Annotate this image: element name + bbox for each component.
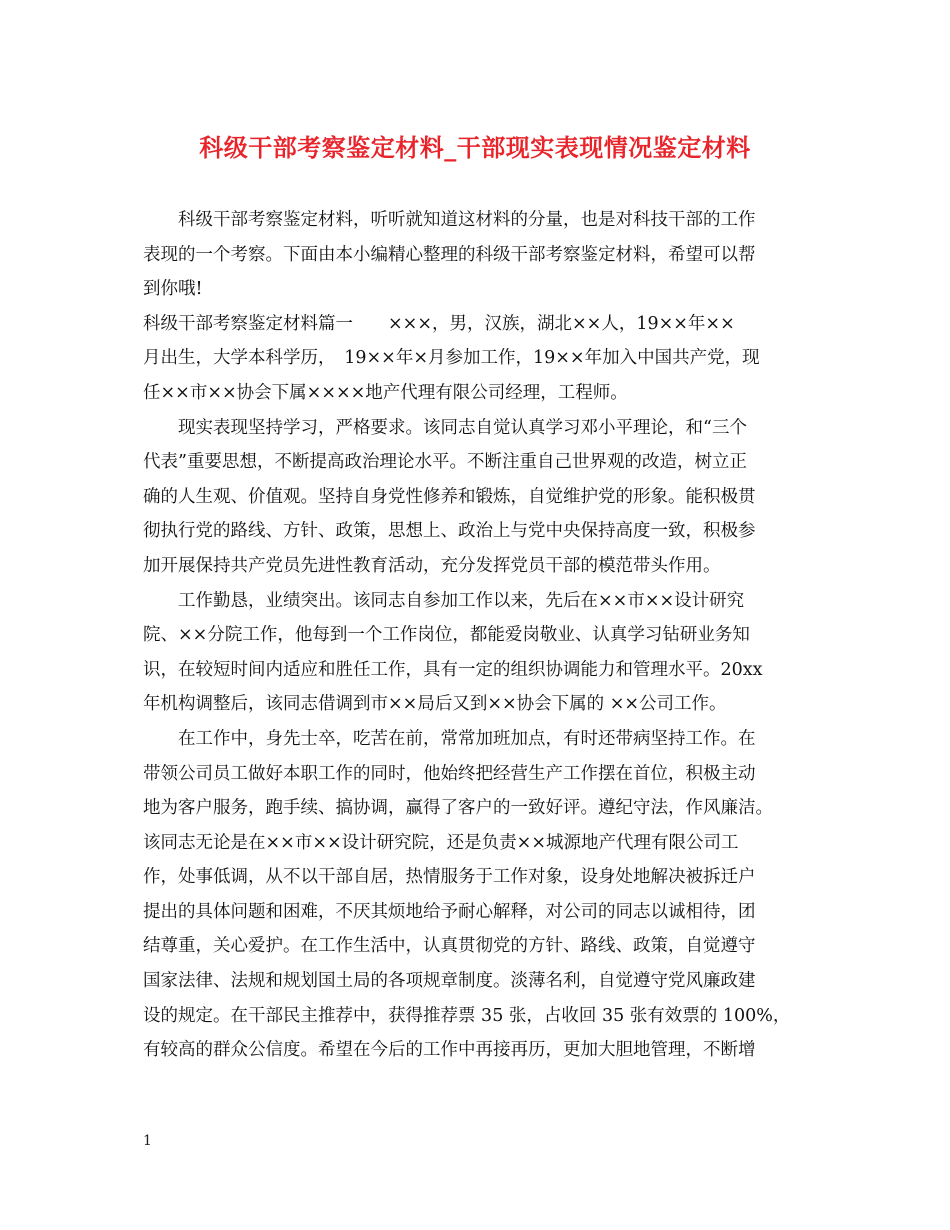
body-line: 提出的具体问题和困难，不厌其烦地给予耐心解释，对公司的同志以诚相待，团 — [143, 901, 756, 922]
body-line: 设的规定。在干部民主推荐中，获得推荐票 35 张，占收回 35 张有效票的 100%， — [143, 1005, 791, 1026]
document-body — [143, 203, 833, 1068]
body-line: 识，在较短时间内适应和胜任工作，具有一定的组织协调能力和管理水平。20xx — [143, 659, 763, 680]
body-line: 现实表现坚持学习，严格要求。该同志自觉认真学习邓小平理论，和“三个 — [143, 417, 747, 438]
body-line: 在工作中，身先士卒，吃苦在前，常常加班加点，有时还带病坚持工作。在 — [143, 728, 756, 749]
body-line: 月出生，大学本科学历， 19××年×月参加工作，19××年加入中国共产党，现 — [143, 348, 760, 369]
body-line: 地为客户服务，跑手续、搞协调，赢得了客户的一致好评。遵纪守法，作风廉洁。 — [143, 798, 773, 819]
body-line: 院、××分院工作，他每到一个工作岗位，都能爱岗敬业、认真学习钻研业务知 — [143, 625, 750, 646]
body-line: 到你哦! — [143, 279, 203, 300]
body-line: 科级干部考察鉴定材料，听听就知道这材料的分量，也是对科技干部的工作 — [143, 210, 756, 230]
body-line: 年机构调整后，该同志借调到市××局后又到××协会下属的 ××公司工作。 — [143, 694, 727, 715]
body-line: 国家法律、法规和规划国土局的各项规章制度。淡薄名利，自觉遵守党风廉政建 — [143, 971, 756, 992]
body-line: 确的人生观、价值观。坚持自身党性修养和锻炼，自觉维护党的形象。能积极贯 — [143, 486, 756, 507]
body-line: 带领公司员工做好本职工作的同时，他始终把经营生产工作摆在首位，积极主动 — [143, 763, 756, 784]
body-line: 该同志无论是在××市××设计研究院，还是负责××城源地产代理有限公司工 — [143, 832, 739, 853]
body-line: 作，处事低调，从不以干部自居，热情服务于工作对象，设身处地解决被拆迁户 — [143, 867, 756, 888]
body-line: 代表”重要思想，不断提高政治理论水平。不断注重自己世界观的改造，树立正 — [143, 452, 747, 473]
body-line: 结尊重，关心爱护。在工作生活中，认真贯彻党的方针、路线、政策，自觉遵守 — [143, 936, 756, 957]
body-line: 科级干部考察鉴定材料篇一 ×××，男，汉族，湖北××人，19××年×× — [143, 313, 735, 334]
body-line: 彻执行党的路线、方针、政策，思想上、政治上与党中央保持高度一致，积极参 — [143, 521, 756, 542]
body-line: 工作勤恳，业绩突出。该同志自参加工作以来，先后在××市××设计研究 — [143, 590, 745, 611]
body-line: 表现的一个考察。下面由本小编精心整理的科级干部考察鉴定材料，希望可以帮 — [143, 244, 756, 265]
body-line: 有较高的群众公信度。希望在今后的工作中再接再历，更加大胆地管理，不断增 — [143, 1040, 756, 1061]
document-title: 科级干部考察鉴定材料_干部现实表现情况鉴定材料 — [199, 133, 751, 162]
body-line: 加开展保持共产党员先进性教育活动，充分发挥党员干部的模范带头作用。 — [143, 555, 721, 576]
page-number: 1 — [143, 1133, 152, 1149]
body-line: 任××市××协会下属××××地产代理有限公司经理，工程师。 — [143, 382, 628, 403]
